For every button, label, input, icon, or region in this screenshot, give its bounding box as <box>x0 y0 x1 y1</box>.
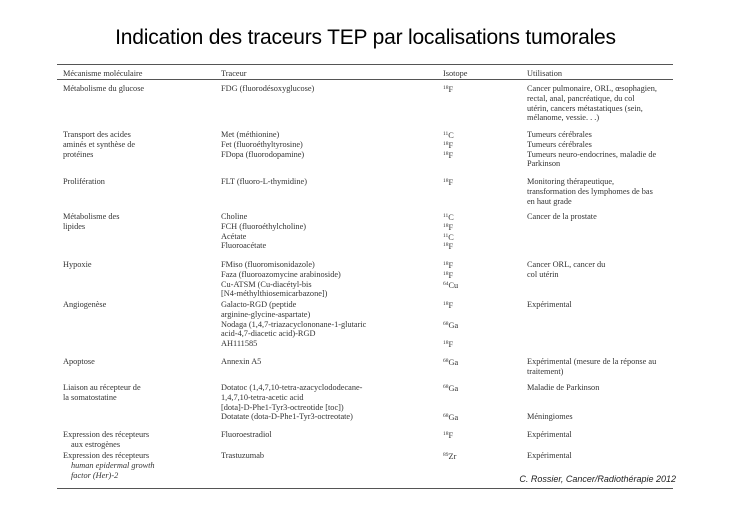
mechanism-line: protéines <box>63 149 94 159</box>
header-isotope: Isotope <box>443 69 468 78</box>
tracer-line: Cu-ATSM (Cu-diacétyl-bis <box>221 279 312 289</box>
usage-line: Tumeurs neuro-endocrines, maladie de <box>527 149 657 159</box>
mechanism-line: factor (Her)-2 <box>71 470 119 480</box>
mechanism-cell <box>63 430 149 450</box>
usage-cell <box>527 212 597 222</box>
tracer-line: Faza (fluoroazomycine arabinoside) <box>221 269 341 279</box>
tracer-cell <box>221 451 264 461</box>
mechanism-line: Liaison au récepteur de <box>63 383 141 392</box>
header-bottom-rule <box>57 79 673 80</box>
isotope-line: $^{18}$F <box>443 222 454 232</box>
usage-line: mélanome, vessie. . .) <box>527 113 600 123</box>
tracer-line: AH111585 <box>221 339 258 349</box>
tracer-line: Nodaga (1,4,7-triazacyclononane-1-glutaric <box>221 319 367 329</box>
tracer-line: Fluoroestradiol <box>221 430 272 439</box>
usage-line: Méningiomes <box>527 412 573 422</box>
table-bottom-rule <box>57 488 673 489</box>
mechanism-cell <box>63 177 105 187</box>
tracer-line: Choline <box>221 212 248 221</box>
usage-line: Expérimental <box>527 430 572 439</box>
mechanism-cell <box>63 130 135 159</box>
tracer-cell <box>221 300 366 349</box>
isotope-line: $^{18}$F <box>443 140 454 150</box>
tracer-line: Dotatate (dota-D-Phe1-Tyr3-octreotate) <box>221 412 353 422</box>
isotope-line: $^{18}$F <box>443 242 454 252</box>
mechanism-cell <box>63 383 141 403</box>
usage-cell <box>527 260 605 280</box>
usage-cell <box>527 357 656 377</box>
mechanism-line: aminés et synthèse de <box>63 139 136 149</box>
usage-line: Maladie de Parkinson <box>527 383 600 392</box>
mechanism-line: Expression des récepteurs <box>63 451 150 460</box>
usage-line: utérin, cancers métastatiques (sein, <box>527 103 643 113</box>
mechanism-line: Prolifération <box>63 177 105 186</box>
isotope-line: $^{18}$F <box>443 301 454 310</box>
mechanism-line: la somatostatine <box>63 392 117 402</box>
tracer-line: FLT (fluoro-L-thymidine) <box>221 177 307 186</box>
usage-line: Expérimental (mesure de la réponse au <box>527 357 657 366</box>
mechanism-line: aux estrogènes <box>71 439 121 449</box>
usage-line: Parkinson <box>527 159 561 169</box>
usage-line: Expérimental <box>527 300 572 309</box>
mechanism-cell <box>63 260 92 270</box>
tracer-line: Acétate <box>221 231 247 241</box>
mechanism-line: Métabolisme des <box>63 212 120 221</box>
usage-line: Cancer de la prostate <box>527 212 597 221</box>
isotope-line: $^{89}$Zr <box>443 452 457 461</box>
header-tracer: Traceur <box>221 69 247 78</box>
usage-line: rectal, anal, pancréatique, du col <box>527 93 635 103</box>
tracer-line: Dotatoc (1,4,7,10-tetra-azacyclododecane- <box>221 383 363 392</box>
usage-line: en haut grade <box>527 196 572 206</box>
isotope-line: $^{11}$C <box>443 232 454 242</box>
tracer-line: Annexin A5 <box>221 357 262 366</box>
usage-line: Cancer pulmonaire, ORL, œsophagien, <box>527 84 657 93</box>
tracer-cell <box>221 177 307 187</box>
isotope-line: $^{18}$F <box>443 261 454 270</box>
isotope-line: $^{18}$F <box>443 85 454 94</box>
tracer-line: arginine-glycine-aspartate) <box>221 309 311 319</box>
tracer-line: FDG (fluorodésoxyglucose) <box>221 84 315 93</box>
tracer-line: FMiso (fluoromisonidazole) <box>221 260 315 269</box>
usage-line: transformation des lymphomes de bas <box>527 186 653 196</box>
isotope-line: $^{11}$C <box>443 131 454 140</box>
usage-cell <box>527 300 572 310</box>
tracer-cell <box>221 130 304 159</box>
isotope-line: $^{68}$Ga <box>443 384 459 393</box>
tracer-line: Fet (fluoroéthyltyrosine) <box>221 139 303 149</box>
tracer-line: Trastuzumab <box>221 451 265 460</box>
table-top-rule <box>57 64 673 65</box>
usage-cell <box>527 451 572 461</box>
isotope-line: $^{18}$F <box>443 431 454 440</box>
header-usage: Utilisation <box>527 69 563 78</box>
tracer-cell <box>221 357 261 367</box>
usage-line: col utérin <box>527 269 559 279</box>
header-mechanism: Mécanisme moléculaire <box>63 69 143 78</box>
usage-line: Monitoring thérapeutique, <box>527 177 615 186</box>
tracer-line: 1,4,7,10-tetra-acetic acid <box>221 392 304 402</box>
tracer-line: Met (méthionine) <box>221 130 280 139</box>
usage-line: Tumeurs cérébrales <box>527 139 592 149</box>
tracer-line: [N4-méthylthiosemicarbazone]) <box>221 289 328 299</box>
usage-cell <box>527 84 657 123</box>
mechanism-cell <box>63 451 155 480</box>
isotope-line: $^{68}$Ga <box>443 413 459 423</box>
tracer-cell <box>221 430 272 440</box>
mechanism-line: Expression des récepteurs <box>63 430 150 439</box>
mechanism-cell <box>63 212 119 232</box>
page-title: Indication des traceurs TEP par localisations tumorales <box>115 26 616 49</box>
mechanism-line: Angiogenèse <box>63 300 107 309</box>
tracer-cell <box>221 383 362 422</box>
tracer-line: Galacto-RGD (peptide <box>221 300 297 309</box>
tracer-line: FCH (fluoroéthylcholine) <box>221 221 307 231</box>
mechanism-cell <box>63 300 106 310</box>
isotope-line: $^{68}$Ga <box>443 320 459 330</box>
isotope-line: $^{64}$Cu <box>443 280 459 290</box>
mechanism-cell <box>63 84 144 94</box>
tracer-cell <box>221 212 306 251</box>
mechanism-line: human epidermal growth <box>71 460 155 470</box>
tracer-cell <box>221 260 341 299</box>
isotope-line: $^{18}$F <box>443 178 454 187</box>
isotope-line: $^{11}$C <box>443 213 454 222</box>
isotope-line: $^{18}$F <box>443 150 454 160</box>
usage-line: traitement) <box>527 366 564 376</box>
tracer-line: acid-4,7-diacetic acid)-RGD <box>221 329 316 339</box>
isotope-line: $^{68}$Ga <box>443 358 459 367</box>
usage-cell <box>527 130 656 169</box>
tracer-line: [dota]-D-Phe1-Tyr3-octreotide [toc]) <box>221 402 344 412</box>
usage-cell <box>527 430 572 440</box>
tracer-line: FDopa (fluorodopamine) <box>221 149 305 159</box>
mechanism-line: Hypoxie <box>63 260 92 269</box>
isotope-line: $^{18}$F <box>443 270 454 280</box>
isotope-line: $^{18}$F <box>443 340 454 350</box>
mechanism-cell <box>63 357 95 367</box>
mechanism-line: Apoptose <box>63 357 95 366</box>
usage-cell <box>527 177 653 206</box>
mechanism-line: Transport des acides <box>63 130 131 139</box>
tracer-cell <box>221 84 314 94</box>
usage-line: Expérimental <box>527 451 572 460</box>
usage-line: Cancer ORL, cancer du <box>527 260 606 269</box>
tracer-line: Fluoroacétate <box>221 241 267 251</box>
mechanism-line: Métabolisme du glucose <box>63 84 145 93</box>
mechanism-line: lipides <box>63 221 86 231</box>
citation-credit: C. Rossier, Cancer/Radiothérapie 2012 <box>519 474 676 484</box>
usage-line: Tumeurs cérébrales <box>527 130 592 139</box>
